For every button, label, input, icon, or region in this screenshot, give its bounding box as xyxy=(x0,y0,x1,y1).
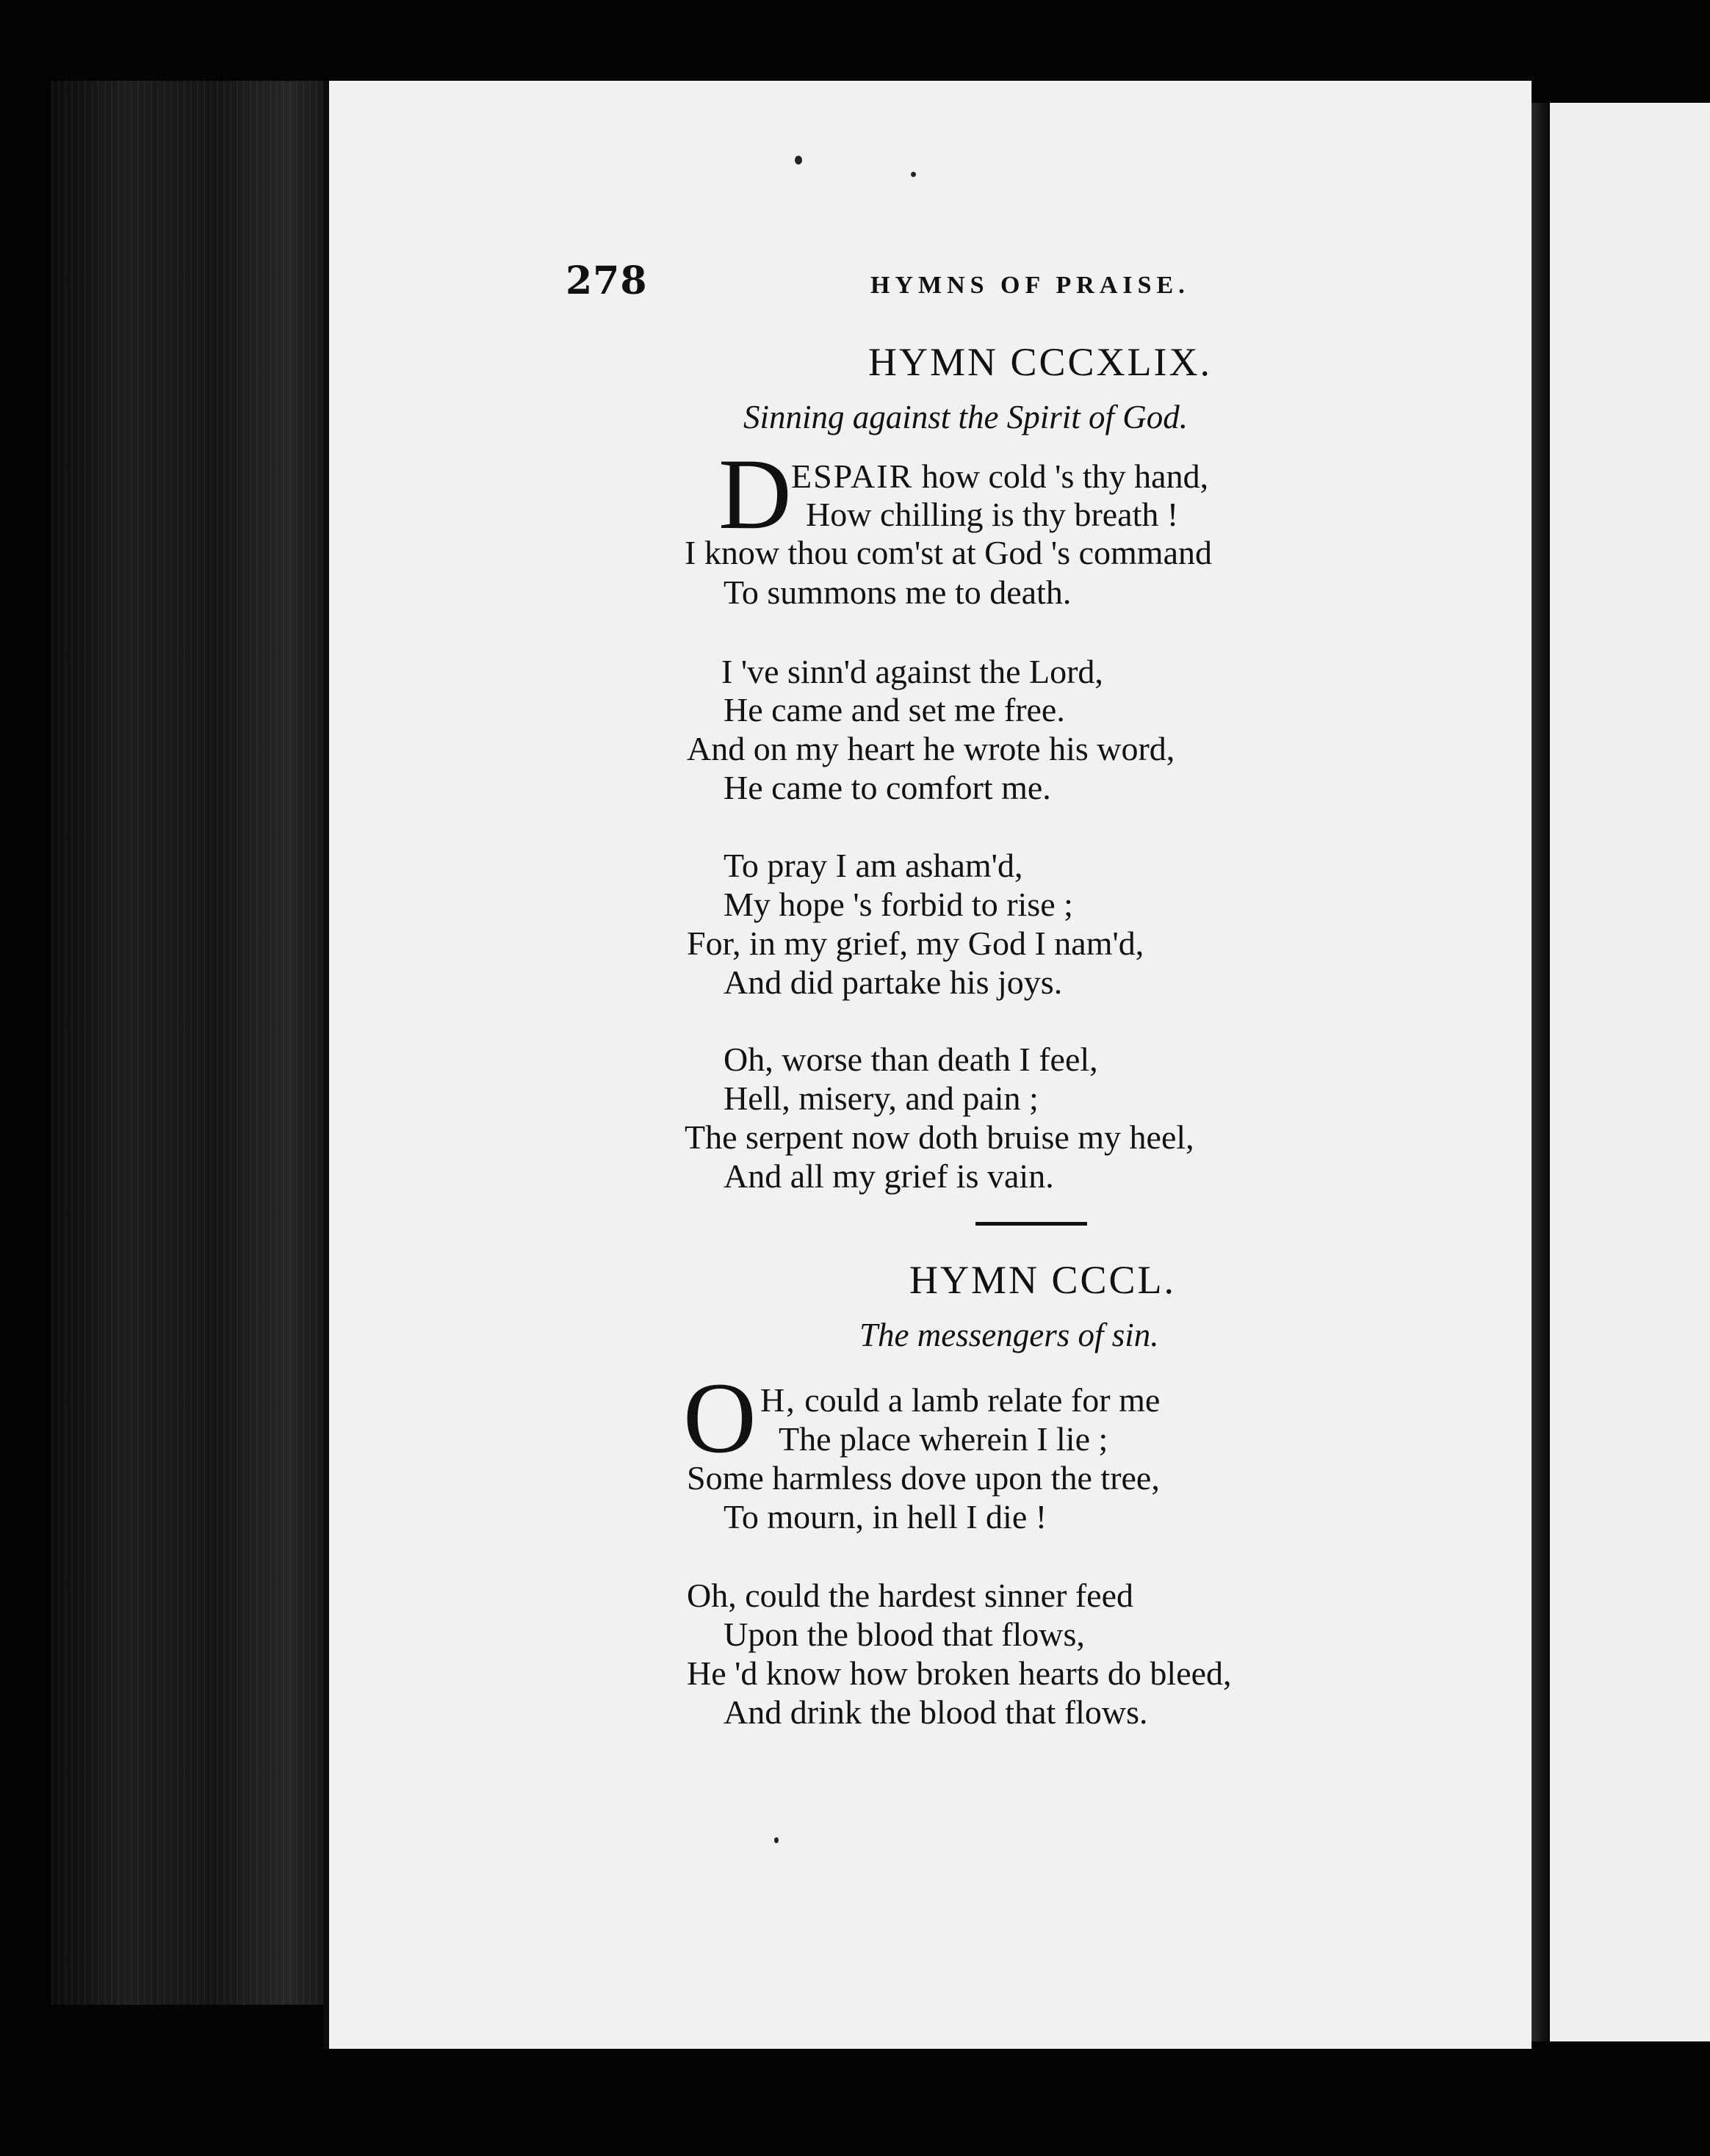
verse-line: And on my heart he wrote his word, xyxy=(687,730,1175,767)
verse-line: The serpent now doth bruise my heel, xyxy=(685,1118,1194,1156)
facing-page-edge xyxy=(1550,103,1710,2041)
ink-speck xyxy=(795,156,802,164)
verse-line-text: could a lamb relate for me xyxy=(804,1381,1161,1419)
hymn-subtitle: The messengers of sin. xyxy=(859,1317,1159,1353)
verse-line: He came to comfort me. xyxy=(724,769,1051,806)
verse-line: Upon the blood that flows, xyxy=(724,1616,1085,1653)
verse-line: For, in my grief, my God I nam'd, xyxy=(687,925,1144,962)
verse-line xyxy=(760,1381,1160,1419)
first-word-rest: H, xyxy=(760,1381,796,1419)
drop-cap: D xyxy=(718,438,792,550)
verse-line: And drink the blood that flows. xyxy=(724,1693,1148,1731)
verse-line: To summons me to death. xyxy=(724,574,1072,611)
verse-line: He 'd know how broken hearts do bleed, xyxy=(687,1654,1232,1692)
verse-line: He came and set me free. xyxy=(724,691,1065,728)
hymn-title: HYMN CCCXLIX. xyxy=(868,340,1213,384)
page-number: 278 xyxy=(566,258,648,303)
verse-line: How chilling is thy breath ! xyxy=(806,496,1179,533)
verse-line xyxy=(791,457,1208,496)
verse-line: Hell, misery, and pain ; xyxy=(724,1079,1039,1117)
verse-line: My hope 's forbid to rise ; xyxy=(724,886,1073,923)
verse-line: And did partake his joys. xyxy=(724,963,1063,1001)
verse-line: Oh, worse than death I feel, xyxy=(724,1041,1098,1078)
verse-line-text: how cold 's thy hand, xyxy=(921,457,1209,495)
verse-line: Oh, could the hardest sinner feed xyxy=(687,1577,1134,1614)
verse-line: To pray I am asham'd, xyxy=(724,847,1023,884)
verse-line: To mourn, in hell I die ! xyxy=(724,1498,1047,1535)
verse-line: I know thou com'st at God 's command xyxy=(685,534,1212,571)
hymn-title: HYMN CCCL. xyxy=(909,1258,1177,1302)
section-rule xyxy=(975,1222,1087,1226)
verse-line: I 've sinn'd against the Lord, xyxy=(721,653,1103,690)
drop-cap: O xyxy=(683,1361,757,1474)
verse-line: And all my grief is vain. xyxy=(724,1157,1054,1195)
ink-speck xyxy=(774,1837,779,1843)
verse-line: Some harmless dove upon the tree, xyxy=(687,1459,1160,1497)
running-head: HYMNS OF PRAISE. xyxy=(870,272,1190,299)
first-word-rest: ESPAIR xyxy=(791,457,914,495)
hymn-subtitle: Sinning against the Spirit of God. xyxy=(743,399,1188,435)
ink-speck xyxy=(911,172,916,177)
book-cover xyxy=(51,81,345,2005)
verse-line: The place wherein I lie ; xyxy=(779,1420,1108,1458)
